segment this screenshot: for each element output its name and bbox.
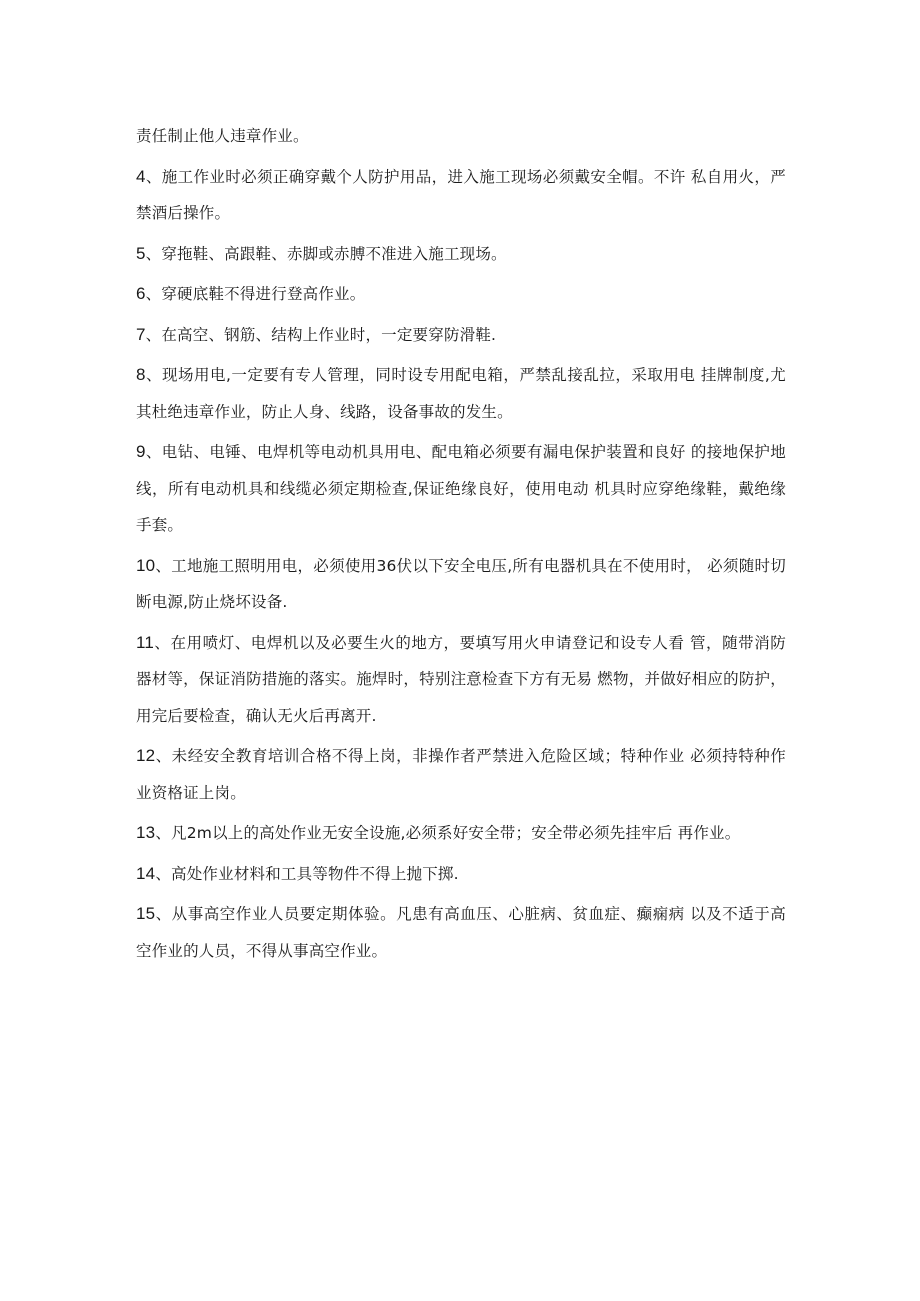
item-number: 10 [136, 555, 156, 575]
paragraph-item-4 [136, 159, 786, 232]
item-number: 15 [136, 904, 156, 923]
item-number: 13 [136, 823, 156, 842]
paragraph-item-5 [136, 236, 786, 273]
paragraph-text: 、未经安全教育培训合格不得上岗，非操作者严禁进入危险区域；特种作业 必须持特种作业资格证上岗。 [136, 747, 786, 802]
item-number: 7 [136, 324, 146, 344]
paragraph-text: 、凡2m以上的高处作业无安全设施,必须系好安全带；安全带必须先挂牢后 再作业。 [155, 824, 741, 842]
item-number: 9 [136, 442, 146, 461]
paragraph-text: 、穿拖鞋、高跟鞋、赤脚或赤膊不准进入施工现场。 [145, 244, 507, 263]
paragraph-text: 、工地施工照明用电，必须使用36伏以下安全电压,所有电器机具在不使用时， 必须随时切断电源,防止烧坏设备. [136, 556, 786, 611]
paragraph-item-13 [136, 815, 786, 852]
paragraph-item-10 [136, 548, 786, 621]
paragraph-text: 、穿硬底鞋不得进行登高作业。 [145, 285, 366, 303]
item-number: 11 [136, 632, 155, 652]
paragraph-item-8 [136, 357, 786, 430]
document-body [136, 118, 786, 973]
paragraph-text: 责任制止他人违章作业。 [136, 127, 309, 145]
paragraph-item-11 [136, 625, 786, 735]
item-number: 4 [136, 166, 146, 186]
paragraph-item-6 [136, 276, 786, 313]
paragraph-text: 、施工作业时必须正确穿戴个人防护用品，进入施工现场必须戴安全帽。不许 私自用火，严禁酒后操作。 [136, 167, 786, 222]
item-number: 12 [136, 746, 156, 765]
item-number: 6 [136, 284, 146, 303]
paragraph-text: 、在高空、钢筋、结构上作业时，一定要穿防滑鞋. [145, 325, 497, 344]
paragraph-continued [136, 118, 786, 155]
item-number: 5 [136, 243, 146, 263]
paragraph-text: 、电钻、电锤、电焊机等电动机具用电、配电箱必须要有漏电保护装置和良好 的接地保护地线，所有电动机具和线缆必须定期检查,保证绝缘良好，使用电动 机具时应穿绝缘鞋，戴绝缘手套。 [136, 443, 786, 534]
item-number: 14 [136, 863, 156, 883]
paragraph-text: 、在用喷灯、电焊机以及必要生火的地方，要填写用火申请登记和设专人看 管，随带消防器材等，保证消防措施的落实。施焊时，特别注意检查下方有无易 燃物，并做好相应的防护，用完后要检查，确认无火后再离开. [136, 633, 786, 725]
paragraph-text: 、高处作业材料和工具等物件不得上抛下掷. [155, 864, 459, 883]
paragraph-text: 、从事高空作业人员要定期体验。凡患有高血压、心脏病、贫血症、癫痫病 以及不适于高空作业的人员，不得从事高空作业。 [136, 905, 786, 960]
paragraph-text: 、现场用电,一定要有专人管理，同时设专用配电箱，严禁乱接乱拉，采取用电 挂牌制度,尤其杜绝违章作业，防止人身、线路，设备事故的发生。 [136, 366, 786, 421]
paragraph-item-15 [136, 896, 786, 969]
paragraph-item-7 [136, 317, 786, 354]
paragraph-item-9 [136, 434, 786, 544]
item-number: 8 [136, 365, 146, 384]
paragraph-item-12 [136, 738, 786, 811]
paragraph-item-14 [136, 856, 786, 893]
